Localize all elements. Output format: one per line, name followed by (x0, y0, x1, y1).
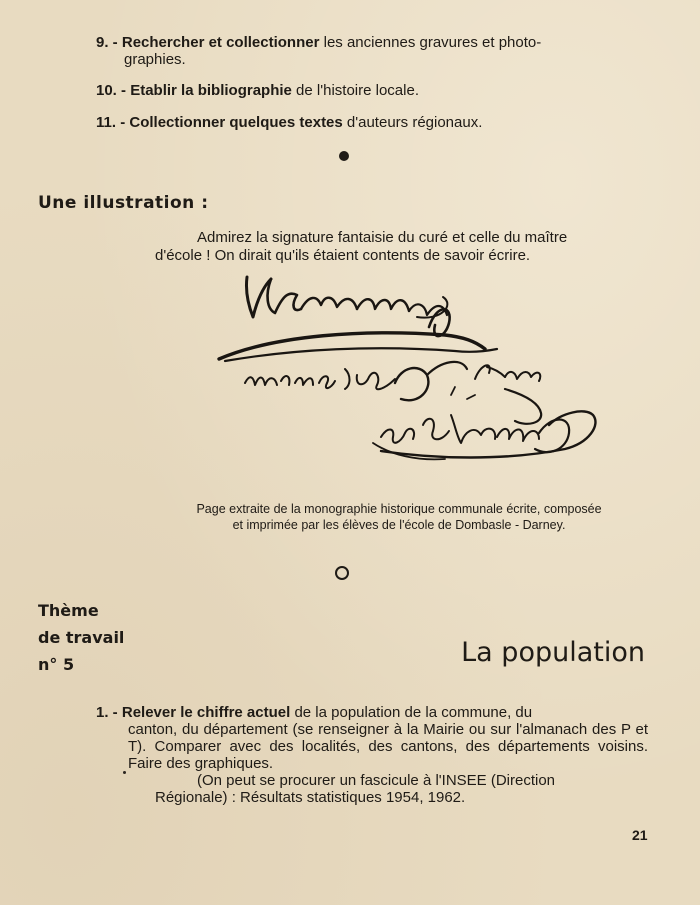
item-number: 1. - (96, 704, 118, 721)
item-text-continued: canton, du département (se renseigner à la Mairie ou sur l'almanach des P et T). Comparer avec des localités, des cantons, des départements voisins. Faire des graphiques. (128, 721, 648, 772)
note-line: Régionale) : Résultats statistiques 1954, 1962. (155, 789, 466, 806)
item-text: de l'histoire locale. (291, 82, 419, 99)
paragraph-line: d'école ! On dirait qu'ils étaient contents de savoir écrire. (155, 247, 531, 264)
note-line: (On peut se procurer un fascicule à l'INSEE (Direction (197, 772, 556, 789)
item-action: Relever le chiffre actuel (121, 704, 291, 721)
theme-label (38, 597, 124, 678)
item-action: Etablir la bibliographie (130, 82, 292, 99)
bullet-separator (339, 151, 349, 161)
list-item (96, 82, 646, 99)
item-text-continued: graphies. (124, 51, 186, 68)
note-paragraph (155, 772, 648, 806)
ring-separator (335, 566, 349, 580)
theme-label-line: de travail (38, 628, 125, 647)
list-item (96, 704, 648, 772)
item-number: 11. - (96, 114, 126, 131)
item-action: Collectionner quelques textes (129, 114, 343, 131)
caption-line: Page extraite de la monographie historique communale écrite, composée (196, 502, 602, 516)
item-number: 10. - (96, 82, 127, 99)
list-item (96, 34, 646, 68)
theme-label-line: n° 5 (38, 655, 75, 674)
ink-speck (123, 771, 126, 774)
item-number: 9. - (96, 34, 118, 51)
illustration-paragraph (155, 229, 645, 265)
caption-line: et imprimée par les élèves de l'école de Dombasle - Darney. (232, 518, 566, 532)
theme-label-line: Thème (38, 601, 99, 620)
list-item (96, 114, 646, 131)
page-title: La population (461, 637, 645, 668)
page-number: 21 (632, 827, 648, 843)
item-text: les anciennes gravures et photo- (319, 34, 542, 51)
section-heading: Une illustration : (38, 193, 209, 213)
figure-caption (150, 501, 648, 533)
handwritten-signature (205, 265, 615, 480)
item-text: de la population de la commune, du (290, 704, 533, 721)
paragraph-line: Admirez la signature fantaisie du curé et celle du maître (197, 229, 568, 246)
item-text: d'auteurs régionaux. (342, 114, 483, 131)
item-action: Rechercher et collectionner (121, 34, 320, 51)
